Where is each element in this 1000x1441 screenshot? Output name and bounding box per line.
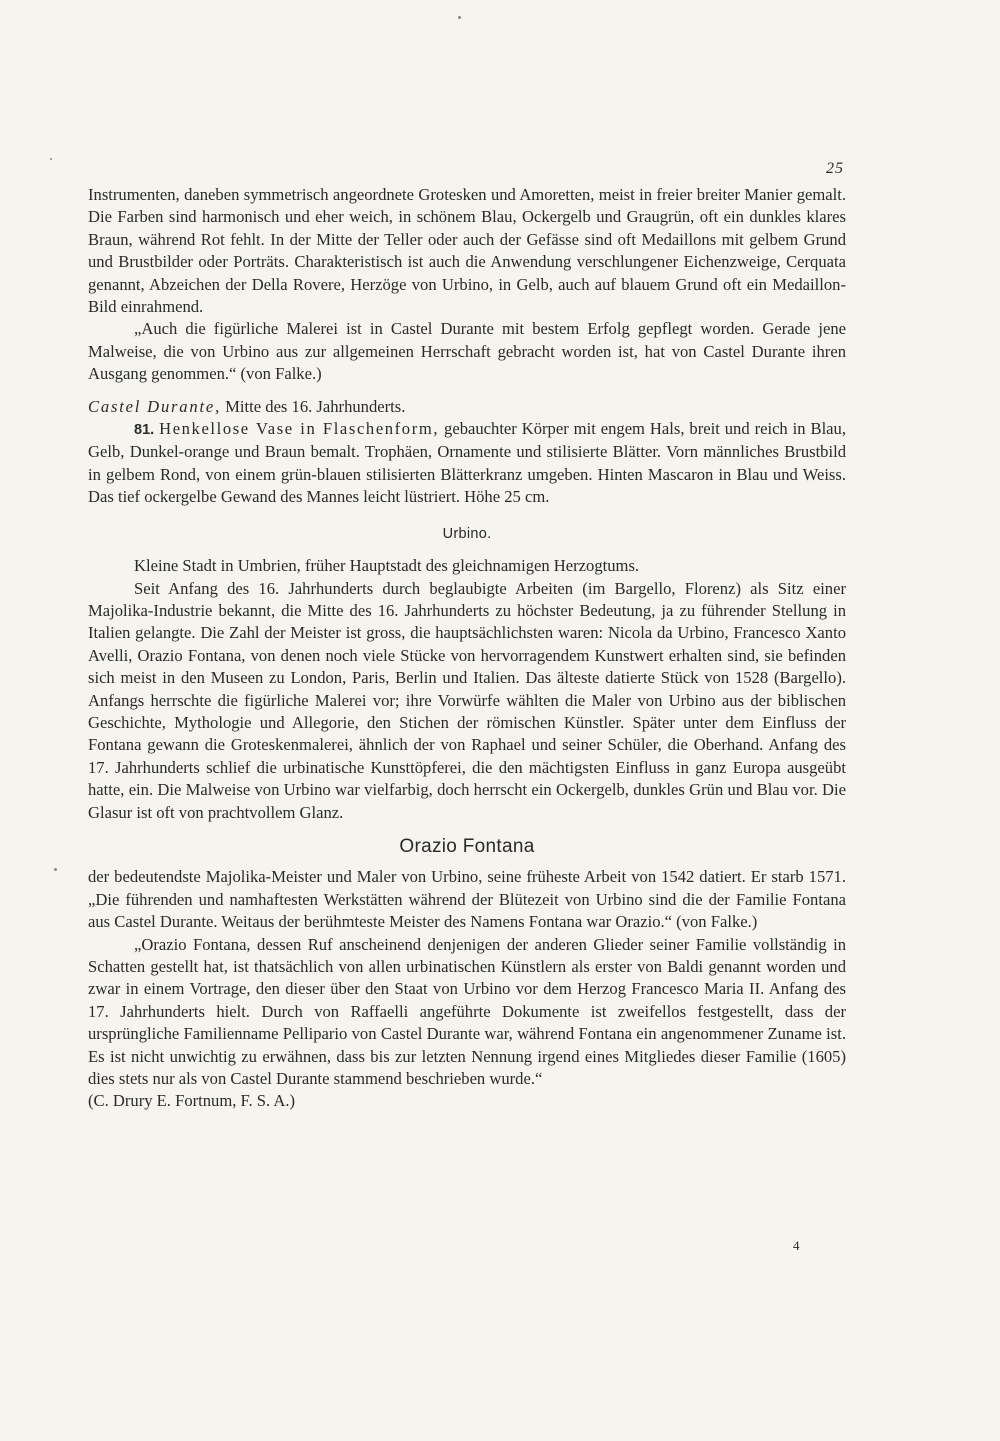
citation: (C. Drury E. Fortnum, F. S. A.) — [88, 1091, 296, 1111]
catalog-entry-81 — [88, 418, 846, 509]
paper-speck — [50, 158, 52, 160]
sheet-signature-mark: 4 — [793, 1238, 800, 1253]
place-date: Mitte des 16. Jahrhunderts. — [225, 396, 406, 416]
paragraph: Instrumenten, daneben symmetrisch angeordnete Grotesken und Amoretten, meist in freier breiter Manier gemalt. Die Farben sind harmonisch und eher weich, in schönem Blau, Ockergelb und Graugrün, oft ein dunkles klares Braun, während Rot fehlt. In der Mitte der Teller oder auch der Gefässe sind oft Medaillons mit gelbem Grund und Brustbilder oder Porträts. Charakteristisch ist auch die Anwendung verschlungener Eichenzweige, Cerquata genannt, Abzeichen der Della Rovere, Herzöge von Urbino, in Gelb, auch auf blauem Grund oft ein Medaillon-Bild einrahmend. — [88, 185, 846, 317]
page-number: 25 — [826, 160, 844, 177]
quote-paragraph: „Orazio Fontana, dessen Ruf anscheinend denjenigen der anderen Glieder seiner Familie vollständig in Schatten gestellt hat, ist thatsächlich von allen urbinatischen Künstlern als erster von Baldi genannt worden und zwar in einem Vortrage, den dieser über den Staat von Urbino vor dem Herzog Francesco Maria II. Anfang des 17. Jahrhunderts hielt. Durch von Raffaelli angeführte Dokumente ist zweifellos festgestellt, dass der ursprüngliche Familienname Pellipario von Castel Durante war, während Fontana ein angenommener Zuname ist. Es ist nicht unwichtig zu erwähnen, dass bis zur letzten Nennung irgend eines Mitgliedes dieser Familie (1605) dies stets nur als von Castel Durante stammend beschrieben wurde.“ — [88, 934, 846, 1089]
paper-speck — [54, 868, 57, 871]
item-description: gebauchter Körper mit engem Hals, breit und reich in Blau, Gelb, Dunkel-orange und Braun bemalt. Trophäen, Ornamente und stilisierte Blätter. Vorn männliches Brustbild in gelbem Rond, von einem grün-blauen stilisierten Blätterkranz umgeben. Hinten Mascaron in Blau und Weiss. Das tief ockergelbe Gewand des Mannes leicht lüstriert. Höhe 25 cm. — [88, 419, 846, 507]
place-date-line — [88, 396, 846, 418]
section-heading-urbino: Urbino. — [442, 525, 492, 542]
paragraph: Kleine Stadt in Umbrien, früher Hauptstadt des gleichnamigen Herzogtums. — [134, 556, 640, 576]
page-body — [88, 184, 846, 1113]
item-title: Henkellose Vase in Flaschenform, — [159, 419, 440, 439]
paragraph: der bedeutendste Majolika-Meister und Maler von Urbino, seine früheste Arbeit von 1542 datiert. Er starb 1571. „Die führenden und namhaftesten Werkstätten während der Blütezeit von Urbino sind die der Familie Fontana aus Castel Durante. Weitaus der berühmteste Meister des Namens Fontana war Orazio.“ (von Falke.) — [88, 867, 846, 932]
paper-speck — [458, 16, 461, 19]
place-name: Castel Durante, — [88, 396, 222, 416]
item-number: 81. — [134, 422, 155, 439]
quote-paragraph: „Auch die figürliche Malerei ist in Castel Durante mit bestem Erfolg gepflegt worden. Gerade jene Malweise, die von Urbino aus zur allgemeinen Herrschaft gebracht worden ist, hat von Castel Durante ihren Ausgang genommen.“ (von Falke.) — [88, 319, 846, 384]
paragraph: Seit Anfang des 16. Jahrhunderts durch beglaubigte Arbeiten (im Bargello, Florenz) als Sitz einer Majolika-Industrie bekannt, die Mitte des 16. Jahrhunderts zu höchster Bedeutung, ja zu führender Stellung in Italien gelangte. Die Zahl der Meister ist gross, die hauptsächlichsten waren: Nicola da Urbino, Francesco Xanto Avelli, Orazio Fontana, von denen noch viele Stücke von hervorragendem Kunstwert erhalten sind, sie befinden sich meist in den Museen zu London, Paris, Berlin und Italien. Das älteste datierte Stück von 1528 (Bargello). Anfangs herrschte die figürliche Malerei vor; ihre Vorwürfe wählten die Maler von Urbino aus der biblischen Geschichte, Mythologie und Allegorie, den Stichen der römischen Künstler. Später unter dem Einfluss der Fontana gewann die Groteskenmalerei, ähnlich der von Raphael und seiner Schüler, die Oberhand. Anfang des 17. Jahrhunderts schlief die urbinatische Kunsttöpferei, die den mächtigsten Einfluss in ganz Europa ausgeübt hatte, ein. Die Malweise von Urbino war vielfarbig, doch herrscht ein Ockergelb, dunkles Grün und Blau vor. Die Glasur ist oft von prachtvollem Glanz. — [88, 578, 846, 822]
section-heading-orazio-fontana: Orazio Fontana — [399, 835, 535, 857]
